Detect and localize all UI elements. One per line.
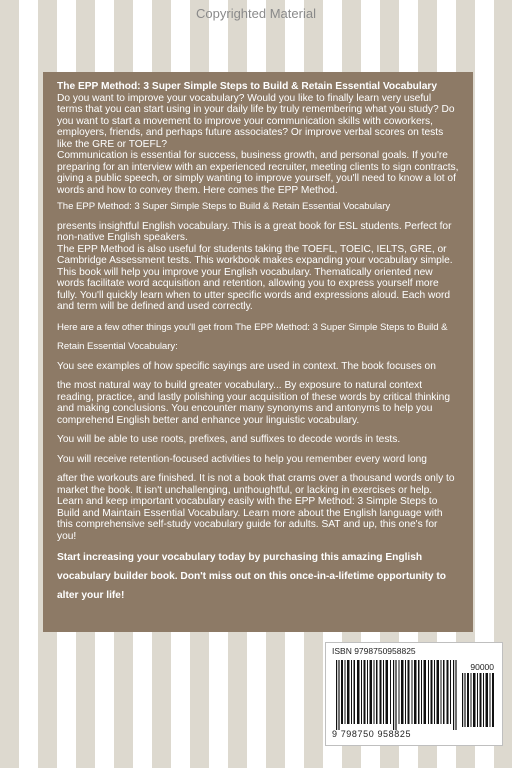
paragraph-title-repeat: The EPP Method: 3 Super Simple Steps to Build & Retain Essential Vocabulary [57, 201, 391, 212]
paragraph-intro-questions: Do you want to improve your vocabulary? Would you like to finally learn very useful terms that you can start using in your daily life by truly remembering what you study? Do you want to start a movement to improve your communication skills with coworkers, employers, friends, and perhaps future associates? Or improve verbal scores on tests like the GRE or TOEFL? [57, 92, 455, 150]
paragraph-communication: Communication is essential for success, business growth, and personal goals. If you're preparing for an interview with an experienced recruiter, meeting clients to sign contracts, giving a public speech, or simply wanting to improve yourself, you'll need to know a lot of words and how to convey them. Here comes the EPP Method. [57, 150, 459, 196]
isbn-label: ISBN 9798750958825 [332, 646, 416, 656]
paragraph-improve: This book will help you improve your English vocabulary. Thematically oriented new words facilitate word acquisition and retention, allowing you to express yourself more fully. You'll quickly learn when to utter specific words and expressions aloud. Each word and term will be defined and used correctly. [57, 266, 451, 312]
price-barcode-bars [462, 673, 496, 727]
watermark: Copyrighted Material [196, 6, 316, 21]
paragraph-roots: You will be able to use roots, prefixes, and suffixes to decode words in tests. [57, 434, 401, 445]
paragraph-learn-keep: Learn and keep important vocabulary easily with the EPP Method: 3 Simple Steps to Build and Maintain Essential Vocabulary. Learn more about the English language with this comprehensive self-study vocabulary guide for adults. SAT and up, this one's for you! [57, 496, 443, 542]
paragraph-examples-lead: You see examples of how specific sayings are used in context. The book focuses on [57, 360, 436, 372]
paragraph-retention-lead: You will receive retention-focused activities to help you remember every word long [57, 453, 427, 465]
paragraph-other-things: Here are a few other things you'll get from The EPP Method: 3 Super Simple Steps to Build & Retain Essential Vocabulary: [57, 321, 448, 352]
price-code: 90000 [470, 662, 494, 672]
paragraph-tests: The EPP Method is also useful for students taking the TOEFL, TOEIC, IELTS, GRE, or Cambridge Assessment tests. This workbook makes expanding your vocabulary simple. [57, 243, 453, 266]
paragraph-retention-body: after the workouts are finished. It is not a book that crams over a thousand words only to market the book. It isn't unchallenging, unthoughtful, or lacking in exercises or help. [57, 473, 455, 496]
call-to-action: Start increasing your vocabulary today by purchasing this amazing English vocabulary builder book. Don't miss out on this once-in-a-lifetime opportunity to alter your life! [57, 552, 446, 601]
paragraph-presents: presents insightful English vocabulary. This is a great book for ESL students. Perfect for non-native English speakers. [57, 220, 452, 243]
barcode-bars [336, 660, 458, 730]
book-title: The EPP Method: 3 Super Simple Steps to Build & Retain Essential Vocabulary [57, 81, 438, 92]
isbn-barcode [325, 642, 503, 746]
paragraph-examples-body: the most natural way to build greater vocabulary... By exposure to natural context reading, practice, and lastly polishing your acquisition of these words by critical thinking and making conclusions. You encounter many synonyms and antonyms to help you comprehend English better and enhance your linguistic vocabulary. [57, 380, 450, 426]
back-cover-description-panel [43, 72, 473, 632]
isbn-digits: 9 798750 958825 [332, 729, 412, 739]
